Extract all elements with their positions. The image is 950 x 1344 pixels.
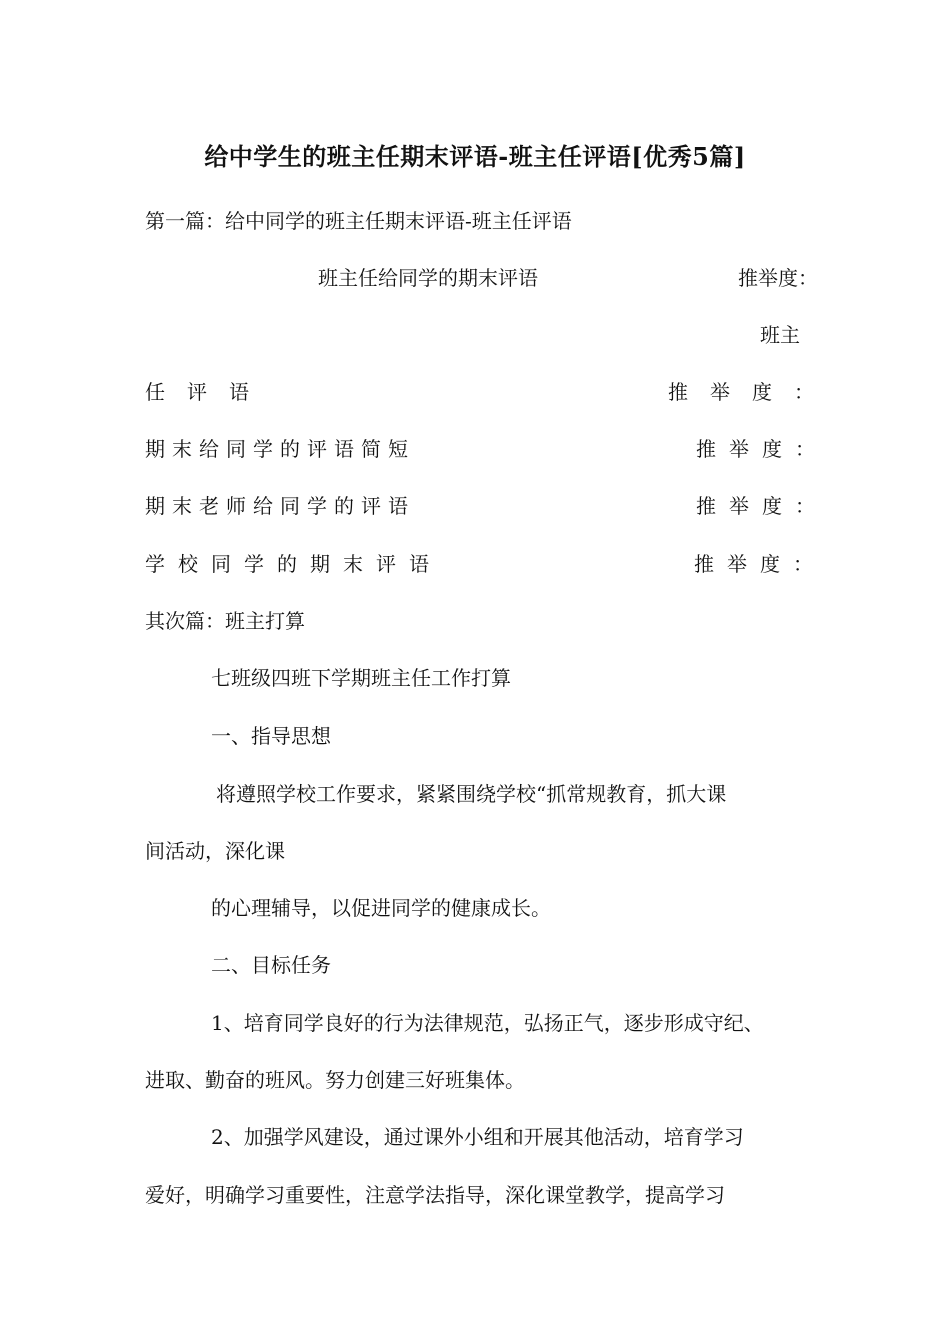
toc-item1-title: 班主任给同学的期末评语 xyxy=(318,266,538,290)
toc-item2-recommend: 推举度： xyxy=(668,380,836,404)
plan-title: 七班级四班下学期班主任工作打算 xyxy=(211,666,511,690)
toc-item5-recommend: 推举度： xyxy=(694,552,826,576)
toc-item2-title-part2: 任评语 xyxy=(145,380,271,404)
chapter2-heading: 其次篇：班主打算 xyxy=(145,609,305,633)
chapter1-heading: 第一篇：给中同学的班主任期末评语-班主任评语 xyxy=(145,209,572,233)
goal2-line2: 爱好，明确学习重要性，注意学法指导，深化课堂教学，提高学习 xyxy=(145,1183,725,1207)
toc-item5-title: 学校同学的期末评语 xyxy=(145,552,442,576)
section1-paragraph-line3: 的心理辅导，以促进同学的健康成长。 xyxy=(211,896,551,920)
toc-item4-recommend: 推举度： xyxy=(696,494,828,518)
toc-item1-recommend: 推举度： xyxy=(738,266,818,290)
section1-paragraph-line2: 间活动，深化课 xyxy=(145,839,285,863)
section1-paragraph-line1: 将遵照学校工作要求，紧紧围绕学校“抓常规教育，抓大课 xyxy=(216,782,727,806)
goal2-line1: 2、加强学风建设，通过课外小组和开展其他活动，培育学习 xyxy=(211,1125,744,1149)
toc-item2-title-part1: 班主 xyxy=(760,323,800,347)
document-title: 给中学生的班主任期末评语-班主任评语[优秀5篇] xyxy=(204,142,746,171)
toc-item3-title: 期末给同学的评语简短 xyxy=(145,437,415,461)
section2-heading: 二、目标任务 xyxy=(211,953,331,977)
toc-item3-recommend: 推举度： xyxy=(696,437,828,461)
toc-item4-title: 期末老师给同学的评语 xyxy=(145,494,415,518)
goal1-line1: 1、培育同学良好的行为法律规范，弘扬正气，逐步形成守纪、 xyxy=(211,1011,764,1035)
goal1-line2: 进取、勤奋的班风。努力创建三好班集体。 xyxy=(145,1068,525,1092)
section1-heading: 一、指导思想 xyxy=(211,724,331,748)
